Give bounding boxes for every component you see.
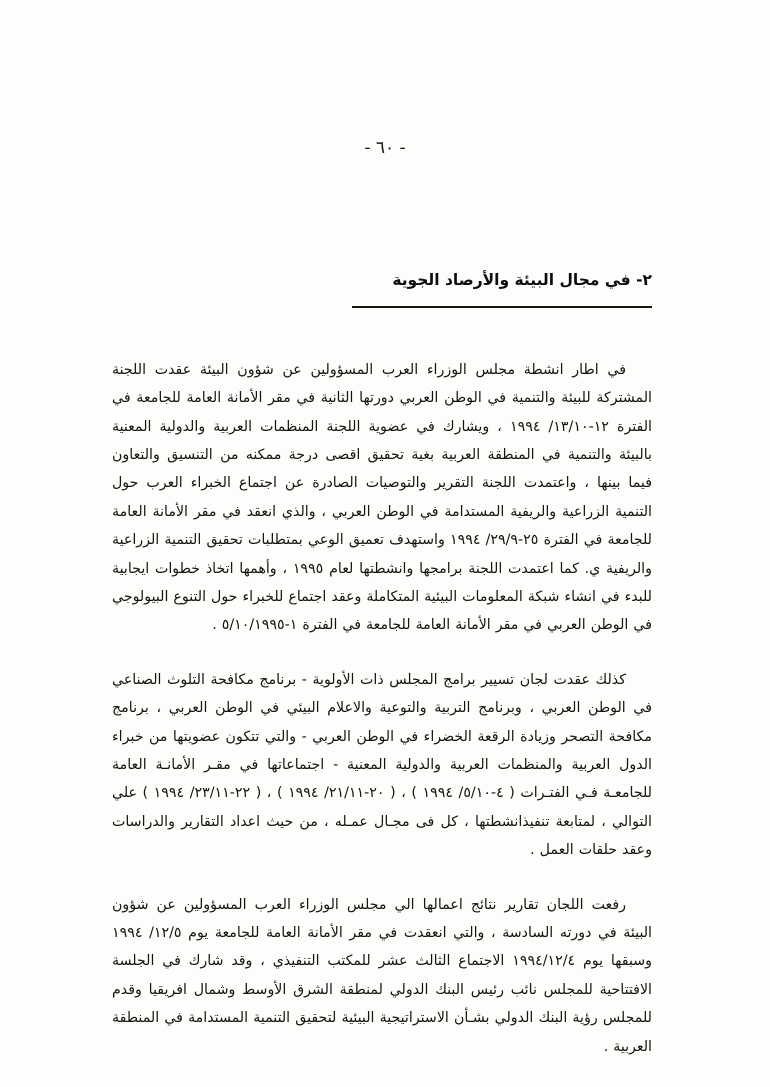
heading-divider — [352, 306, 652, 308]
paragraph-2 — [112, 666, 652, 865]
paragraph-2-text: كذلك عقدت لجان تسيير برامج المجلس ذات الأولوية - برنامج مكافحة التلوث الصناعي في الوطن العربي ، وبرنامج التربية والتوعية والاعلام البيئي في الوطن العربي ، برنامج مكافحة التصحر وزيادة الرقعة الخضراء في الوطن العربي - والتي تتكون عضويتها من خبراء الدول العربية والمنظمات العربية والدولية المعنية - اجتماعاتها في مقـر الأمانـة العامة للجامعـة فـي الفتـرات ( ٤-٥/١٠/ ١٩٩٤ ) ، ( ٢٠-٢١/١١/ ١٩٩٤ ) ، ( ٢٢-٢٣/١١/ ١٩٩٤ ) علي التوالي ، لمتابعة تنفيذانشطتها ، كل فى مجـال عمـله ، من حيث اعداد التقارير والدراسات وعقد حلقات العمل . — [112, 671, 652, 859]
heading-spacer — [112, 308, 652, 356]
paragraph-3 — [112, 891, 652, 1061]
page-content — [112, 270, 652, 1061]
page-number: - ٦٠ - — [364, 138, 406, 158]
paragraph-1-text: في اطار انشطة مجلس الوزراء العرب المسؤولين عن شؤون البيئة عقدت اللجنة المشتركة للبيئة والتنمية في الوطن العربي دورتها الثانية في مقر الأمانة العامة للجامعة في الفترة ١٢-١٣/١٠/ ١٩٩٤ ، ويشارك في عضوية اللجنة المنظمات العربية والدولية المعنية بالبيئة والتنمية في المنطقة العربية بغية تحقيق اقصى درجة ممكنه من التنسيق والتعاون فيما بينها ، واعتمدت اللجنة التقرير والتوصيات الصادرة عن اجتماع الخبراء العرب حول التنمية الزراعية والريفية المستدامة في الوطن العربي ، والذي انعقد في مقر الأمانة العامة للجامعة في الفترة ٢٥-٢٩/٩/ ١٩٩٤ واستهدف تعميق الوعي بمتطلبات تحقيق التنمية الزراعية والريفية ي. كما اعتمدت اللجنة برامجها وانشطتها لعام ١٩٩٥ ، وأهمها اتخاذ خطوات ايجابية للبدء في انشاء شبكة المعلومات البيئية المتكاملة وعقد اجتماع للخبراء حول التنوع البيولوجي في الوطن العربي في مقر الأمانة العامة للجامعة في الفترة ١-٥/١٠/١٩٩٥ . — [112, 361, 653, 634]
section-heading: ٢- في مجال البيئة والأرصاد الجوية — [392, 271, 652, 289]
paragraph-1 — [112, 356, 652, 640]
paragraph-3-text: رفعت اللجان تقارير نتائج اعمالها الي مجلس الوزراء العرب المسؤولين عن شؤون البيئة في دورته السادسة ، والتي انعقدت في مقر الأمانة العامة للجامعة يوم ١٢/٥/ ١٩٩٤ وسبقها يوم ١٩٩٤/١٢/٤ الاجتماع الثالث عشر للمكتب التنفيذي ، وقد شارك في الجلسة الافتتاحية للمجلس نائب رئيس البنك الدولي لمنطقة الشرق الأوسط وشمال افريقيا وقدم للمجلس رؤية البنك الدولي بشـأن الاستراتيجية البيئية لتحقيق التنمية المستدامة في المنطقة العربية . — [112, 896, 652, 1055]
